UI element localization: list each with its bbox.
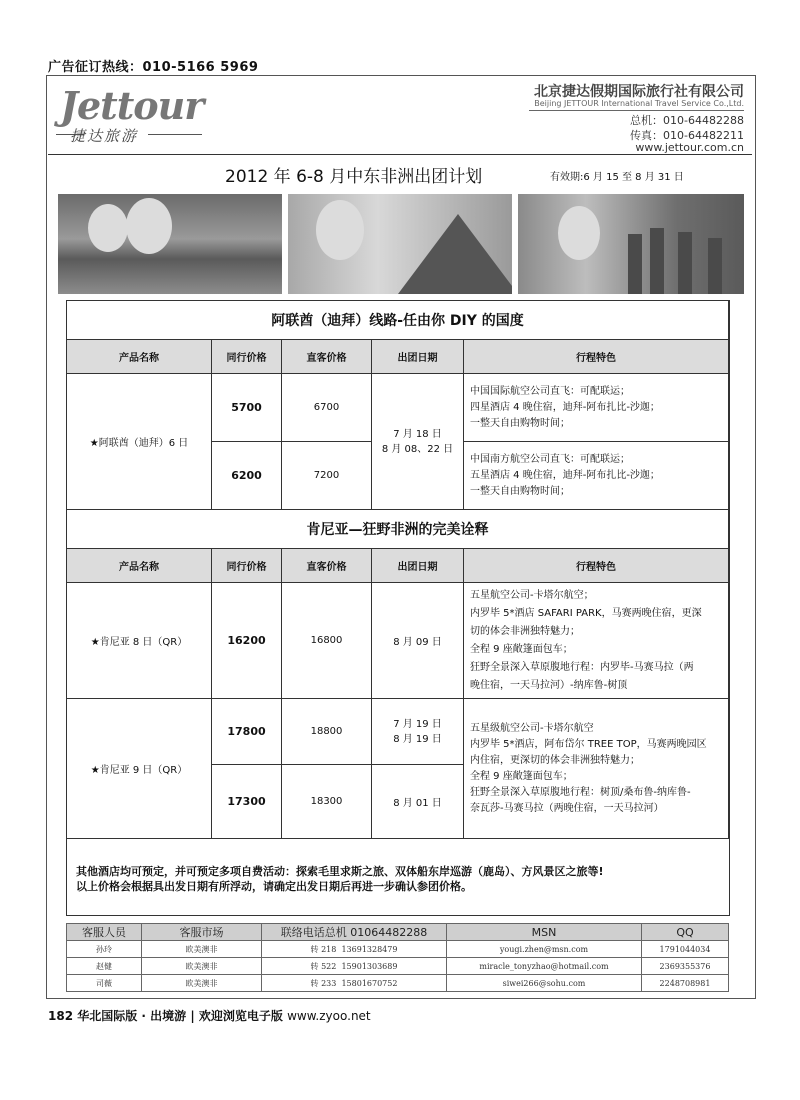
table-row [67,958,729,975]
contact-name: 赵健 [67,958,142,975]
contact-ext: 转 218 [310,944,337,954]
table-row [67,941,729,958]
feature-line: 中国南方航空公司直飞：可配联运； [470,453,630,465]
photo-figure [558,206,600,260]
page-title: 2012 年 6-8 月中东非洲出团计划 [225,167,483,187]
note-line: 其他酒店均可预定，并可预定多项自费活动：探索毛里求斯之旅、双体船东岸巡游（鹿岛）、方风景区之旅等! [76,865,604,878]
contact-qq: 1791044034 [642,941,729,958]
table-row [67,583,729,699]
contact-header-phone: 联络电话总机 01064482288 [262,924,447,941]
contact-phone [262,975,447,992]
contact-market: 欧美澳非 [142,941,262,958]
header-departure: 出团日期 [372,340,464,374]
ad-hotline: 广告征订热线：010-5166 5969 [48,60,259,75]
direct-price: 16800 [282,583,372,699]
departure-date: 8 月 09 日 [372,583,464,699]
trade-price: 16200 [212,583,282,699]
note-line: 以上价格会根据具出发日期有所浮动，请确定出发日期后再进一步确认参团价格。 [76,880,472,893]
photo-women-city [58,194,282,294]
company-name-cn: 北京捷达假期国际旅行社有限公司 [534,84,744,100]
contact-header-market: 客服市场 [142,924,262,941]
departure-date: 8 月 19 日 [393,733,442,745]
uae-section-title: 阿联酋（迪拜）线路-任由你 DIY 的国度 [67,301,729,340]
photo-figure [126,198,172,254]
feature-line: 五星级航空公司-卡塔尔航空 [470,722,594,734]
contact-phone [262,958,447,975]
feature-line: 切的体会非洲独特魅力； [470,625,580,637]
product-name: ★肯尼亚 9 日（QR） [67,699,212,839]
trade-price: 17300 [212,765,282,839]
itinerary-features [464,583,729,699]
table-row [67,975,729,992]
departure-date: 7 月 18 日 [393,428,442,440]
contact-mobile: 15801670752 [341,978,398,988]
photo-column [628,234,642,294]
header-direct-price: 直客价格 [282,340,372,374]
kenya-section-title: 肯尼亚—狂野非洲的完美诠释 [67,510,729,549]
page-number: 182 [48,1009,74,1023]
header-trade-price: 同行价格 [212,340,282,374]
feature-line: 狂野全景深入草原腹地行程：内罗毕-马赛马拉（两 [470,661,694,673]
contact-msn: miracle_tonyzhao@hotmail.com [447,958,642,975]
photo-column [678,232,692,294]
direct-price: 7200 [282,442,372,510]
feature-line: 内罗毕 5*酒店 SAFARI PARK，马赛两晚住宿，更深 [470,607,702,619]
feature-line: 一整天自由购物时间； [470,485,570,497]
feature-line: 五星航空公司-卡塔尔航空； [470,589,594,601]
photo-temple [518,194,744,294]
contact-name: 司薇 [67,975,142,992]
logo-rule-right [148,134,202,135]
contact-name: 孙玲 [67,941,142,958]
contact-header-row [67,924,729,941]
table-header-row [67,340,729,374]
contact-mobile: 15901303689 [341,961,398,971]
table-row [67,374,729,442]
company-phone: 总机：010-64482288 [630,114,744,127]
feature-line: 内罗毕 5*酒店，阿布岱尔 TREE TOP，马赛两晚园区 [470,738,707,750]
contact-table [66,923,729,992]
contact-mobile: 13691328479 [341,944,398,954]
photo-figure [88,204,128,252]
header-direct-price: 直客价格 [282,549,372,583]
contact-header-msn: MSN [447,924,642,941]
feature-line: 奈瓦莎-马赛马拉（两晚住宿，一天马拉河） [470,802,664,814]
product-name: ★阿联酋（迪拜）6 日 [67,374,212,510]
contact-qq: 2248708981 [642,975,729,992]
jettour-logo: Jettour [60,83,204,128]
product-name: ★肯尼亚 8 日（QR） [67,583,212,699]
header-product: 产品名称 [67,340,212,374]
feature-line: 全程 9 座敞篷面包车； [470,770,573,782]
feature-line: 全程 9 座敞篷面包车； [470,643,573,655]
itinerary-features [464,699,729,839]
feature-line: 中国国际航空公司直飞：可配联运； [470,385,630,397]
contact-msn: siwei266@sohu.com [447,975,642,992]
trade-price: 5700 [212,374,282,442]
company-name-en: Beijing JETTOUR International Travel Service Co.,Ltd. [534,99,744,108]
feature-line: 内住宿，更深切的体会非洲独特魅力； [470,754,640,766]
photo-pyramid [288,194,512,294]
page-footer [48,1007,371,1024]
header-trade-price: 同行价格 [212,549,282,583]
notes [76,864,604,894]
photo-column [708,238,722,294]
departure-date: 8 月 01 日 [372,765,464,839]
direct-price: 18300 [282,765,372,839]
header-features: 行程特色 [464,549,729,583]
footer-text: 华北国际版 · 出境游 | 欢迎浏览电子版 [77,1009,283,1023]
contact-msn: yougi.zhen@msn.com [447,941,642,958]
contact-qq: 2369355376 [642,958,729,975]
feature-line: 四星酒店 4 晚住宿，迪拜-阿布扎比-沙迦； [470,401,660,413]
photo-figure [316,200,364,260]
contact-phone [262,941,447,958]
trade-price: 6200 [212,442,282,510]
feature-line: 五星酒店 4 晚住宿，迪拜-阿布扎比-沙迦； [470,469,660,481]
uae-table [66,300,729,510]
itinerary-features [464,442,729,510]
header-departure: 出团日期 [372,549,464,583]
contact-header-staff: 客服人员 [67,924,142,941]
trade-price: 17800 [212,699,282,765]
departure-dates [372,699,464,765]
contact-market: 欧美澳非 [142,958,262,975]
contact-ext: 转 522 [310,961,337,971]
header-product: 产品名称 [67,549,212,583]
departure-date: 8 月 08、22 日 [381,443,454,455]
feature-line: 狂野全景深入草原腹地行程：树顶/桑布鲁-纳库鲁- [470,786,691,798]
photo-column [650,228,664,294]
company-divider [529,110,744,111]
direct-price: 18800 [282,699,372,765]
company-fax: 传真：010-64482211 [630,129,744,142]
contact-header-qq: QQ [642,924,729,941]
table-row [67,699,729,765]
footer-website[interactable]: www.zyoo.net [287,1009,371,1023]
logo-subtitle: 捷达旅游 [70,127,139,145]
table-header-row [67,549,729,583]
header-features: 行程特色 [464,340,729,374]
company-header [48,77,752,155]
validity-note: 有效期:6 月 15 至 8 月 31 日 [550,172,684,183]
direct-price: 6700 [282,374,372,442]
feature-line: 一整天自由购物时间； [470,417,570,429]
contact-market: 欧美澳非 [142,975,262,992]
kenya-table [66,509,729,839]
contact-ext: 转 233 [310,978,337,988]
photo-pyramid-shape [398,214,512,294]
departure-dates [372,374,464,510]
itinerary-features [464,374,729,442]
feature-line: 晚住宿，一天马拉河）-纳库鲁-树顶 [470,679,628,691]
company-website[interactable]: www.jettour.com.cn [635,141,744,154]
departure-date: 7 月 19 日 [393,718,442,730]
